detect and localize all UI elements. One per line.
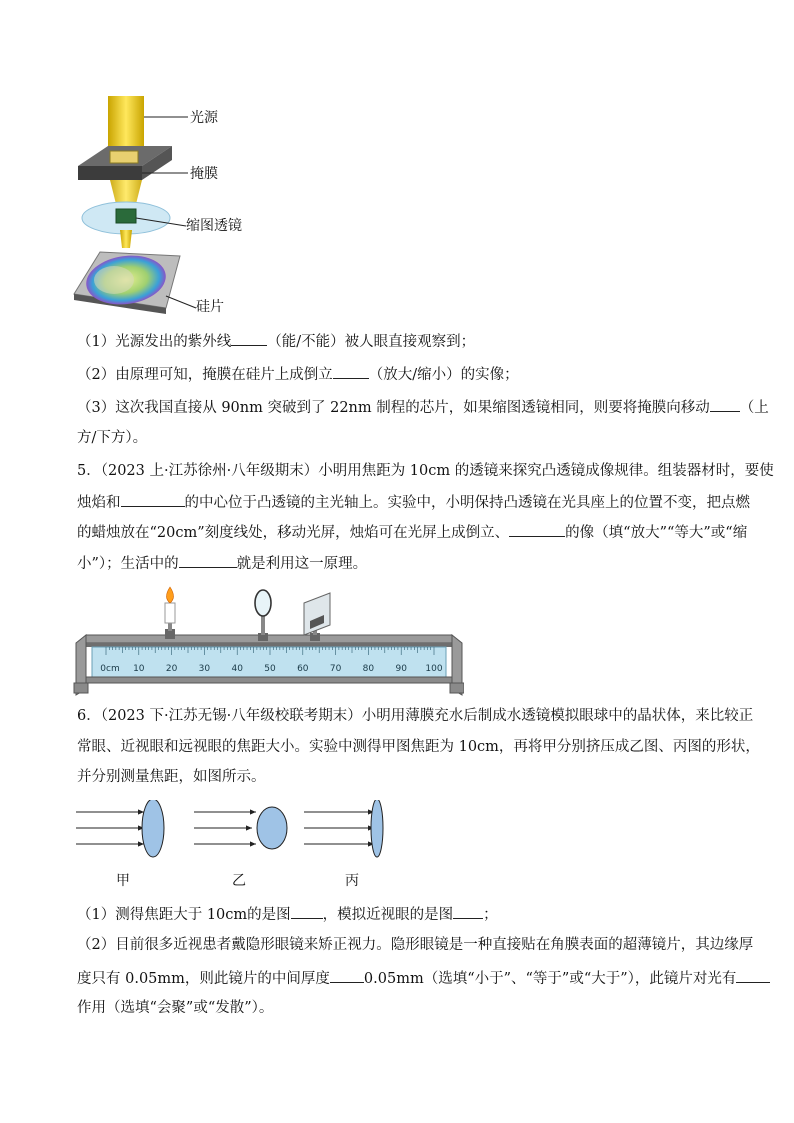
label-silicon-wafer: 硅片 [196,299,224,315]
optical-bench-figure [72,583,464,698]
q6-part2-line3: 作用（选填“会聚”或“发散”）。 [77,1000,274,1016]
scale-tick-label: 40 [231,664,243,674]
q6-line3: 并分别测量焦距，如图所示。 [77,769,266,785]
label-light-source: 光源 [190,110,218,126]
q5-line4: 小”）；生活中的 就是利用这一原理。 [77,552,367,574]
lens-label-yi: 乙 [232,873,246,889]
q5-line2: 烛焰和 的中心位于凸透镜的主光轴上。实验中，小明保持凸透镜在光具座上的位置不变，把点燃 [77,491,750,513]
label-mask: 掩膜 [190,166,218,182]
lens-yi [194,807,287,849]
answer-blank[interactable] [291,903,323,919]
scale-tick-label: 30 [198,664,211,674]
answer-blank[interactable] [736,967,770,983]
candle-flame [167,587,174,603]
q6-line2: 常眼、近视眼和远视眼的焦距大小。实验中测得甲图焦距为 10cm，再将甲分别挤压成乙图、丙图的形状， [77,739,760,755]
scale-tick-label: 20 [165,664,178,674]
answer-blank[interactable] [231,330,267,346]
scale-tick-label: 70 [329,664,342,674]
q6-line1: 6．（2023 下·江苏无锡·八年级校联考期末）小明用薄膜充水后制成水透镜模拟眼球中的晶状体，来比较正 [77,708,754,724]
scale-tick-label: 60 [297,664,309,674]
light-beam [108,96,144,154]
q6-part1: （1）测得焦距大于 10cm的是图 ，模拟近视眼的是图 ； [77,903,498,925]
q4-part3-line1: （3）这次我国直接从 90nm 突破到了 22nm 制程的芯片，如果缩图透镜相同，则要将掩膜向移动 （上 [77,396,769,418]
water-lens-figure [72,800,392,860]
q6-part2-line1: （2）目前很多近视患者戴隐形眼镜来矫正视力。隐形眼镜是一种直接贴在角膜表面的超薄镜片，其边缘厚 [77,937,754,953]
lens-label-bing: 丙 [345,873,359,889]
scale-tick-label: 80 [362,664,375,674]
q6-part2-line2: 度只有 0.05mm，则此镜片的中间厚度 0.05mm（选填“小于”、“等于”或“大于”），此镜片对光有 [77,967,770,989]
q5-line3: 的蜡烛放在“20cm”刻度线处，移动光屏，烛焰可在光屏上成倒立、 的像（填“放大”“等大”或“缩 [77,521,747,543]
answer-blank[interactable] [330,967,364,983]
q4-part2: （2）由原理可知，掩膜在硅片上成倒立 （放大/缩小）的实像； [77,363,519,385]
lithography-figure [70,96,270,326]
scale-tick-label: 100 [425,664,443,674]
lens-bing [304,800,383,857]
answer-blank[interactable] [453,903,483,919]
q5-line1: 5．（2023 上·江苏徐州·八年级期末）小明用焦距为 10cm 的透镜来探究凸透镜成像规律。组装器材时，要使 [77,463,774,479]
water-lens-diagram [72,800,392,860]
scale-tick-label: 90 [395,664,407,674]
label-reduction-lens: 缩图透镜 [186,218,242,234]
scale-tick-label: 10 [133,664,145,674]
q4-part1: （1）光源发出的紫外线 （能/不能）被人眼直接观察到； [77,330,475,352]
scale-tick-label: 50 [264,664,276,674]
lens-label-jia: 甲 [116,873,130,889]
light-screen [304,593,330,635]
q4-part3-line2: 方/下方）。 [77,430,148,446]
candle [165,603,175,623]
convex-lens [255,590,271,616]
optical-bench-diagram [72,583,464,698]
scale-tick-label: 0cm [100,664,120,674]
answer-blank[interactable] [179,552,237,568]
answer-blank[interactable] [710,396,740,412]
answer-blank[interactable] [333,363,369,379]
lithography-diagram [70,96,270,326]
answer-blank[interactable] [509,521,565,537]
lens-jia [76,800,164,857]
answer-blank[interactable] [121,491,185,507]
